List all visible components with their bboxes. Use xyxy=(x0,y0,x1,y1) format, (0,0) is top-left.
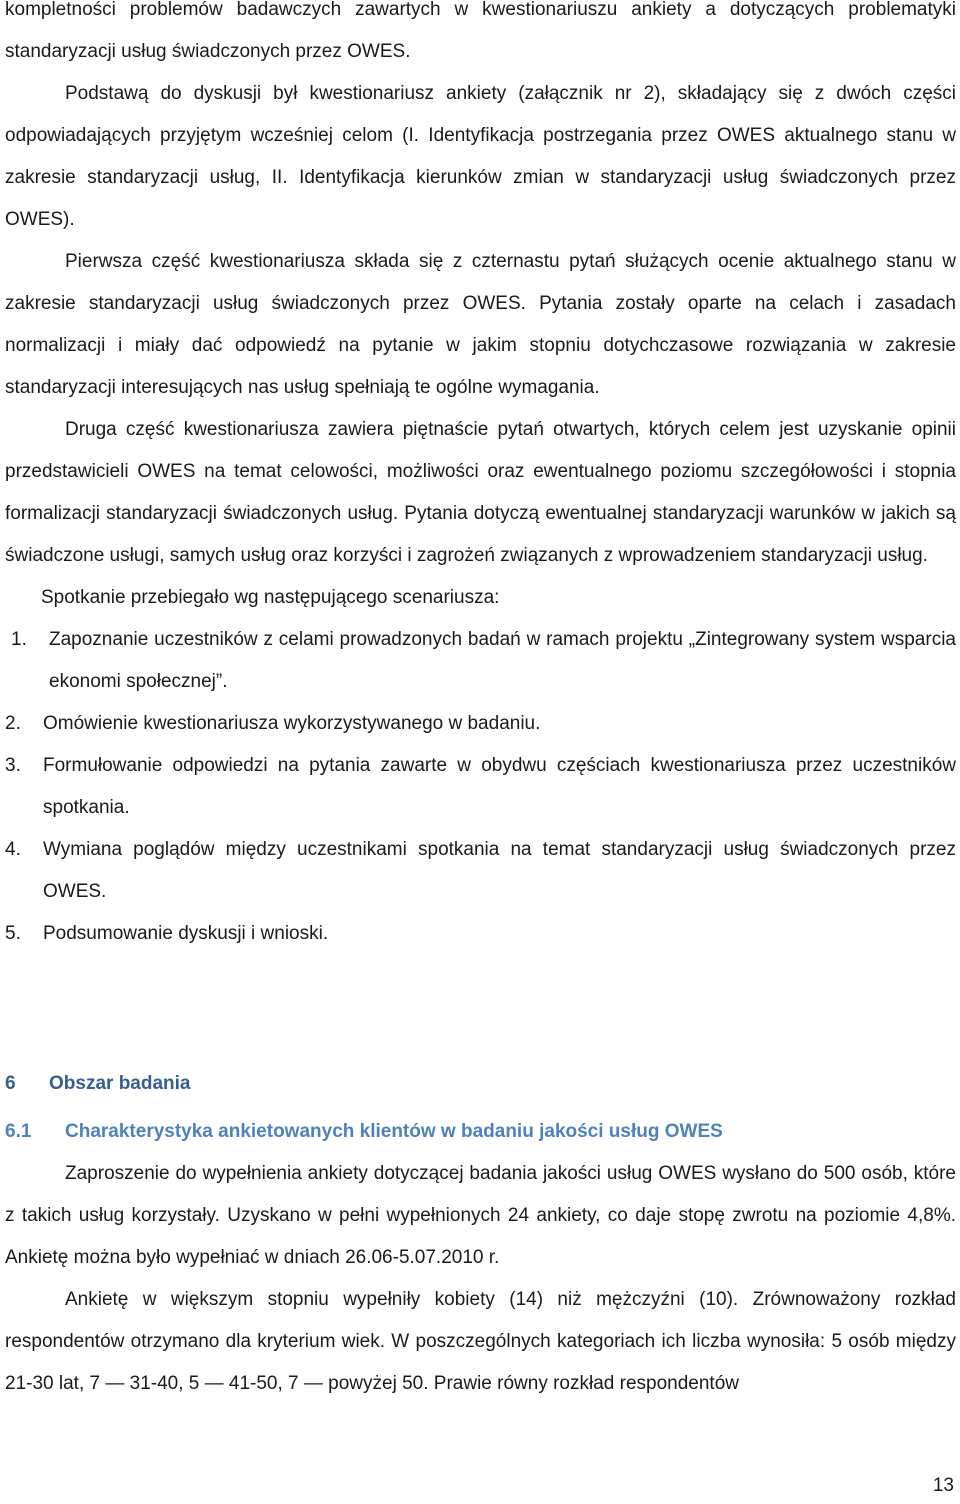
list-item-text: Omówienie kwestionariusza wykorzystywanego w badaniu. xyxy=(43,713,541,734)
subsection-number: 6.1 xyxy=(5,1121,32,1142)
paragraph-survey-invitation: Zaproszenie do wypełnienia ankiety dotyczącej badania jakości usług OWES wysłano do 500 osób, które z takich usług korzystały. Uzyskano w pełni wypełnionych 24 ankiety, co daje stopę zwrotu na poziomie 4,8%. Ankietę można było wypełniać w dniach 26.06-5.07.2010 r. xyxy=(5,1163,956,1268)
page-number: 13 xyxy=(932,1475,954,1496)
list-item xyxy=(5,913,956,955)
subsection-heading xyxy=(5,1111,956,1153)
section-spacer xyxy=(5,955,956,1063)
list-item-number: 2. xyxy=(5,713,21,734)
list-item-number: 1. xyxy=(11,629,27,650)
list-item-text: Wymiana poglądów między uczestnikami spotkania na temat standaryzacji usług świadczonych przez OWES. xyxy=(43,839,956,902)
list-item xyxy=(5,703,956,745)
section-title: Obszar badania xyxy=(49,1073,191,1094)
list-item xyxy=(5,619,956,703)
list-item-number: 3. xyxy=(5,755,21,776)
document-page xyxy=(5,0,956,1405)
list-item-number: 5. xyxy=(5,923,21,944)
section-number: 6 xyxy=(5,1073,16,1094)
subsection-title: Charakterystyka ankietowanych klientów w badaniu jakości usług OWES xyxy=(65,1121,723,1142)
section-heading xyxy=(5,1063,956,1105)
paragraph-intro-continuation: kompletności problemów badawczych zawartych w kwestionariuszu ankiety a dotyczących problematyki standaryzacji usług świadczonych przez OWES. xyxy=(5,0,956,62)
paragraph-discussion-basis: Podstawą do dyskusji był kwestionariusz ankiety (załącznik nr 2), składający się z dwóch części odpowiadających przyjętym wcześniej celom (I. Identyfikacja postrzegania przez OWES aktualnego stanu w zakresie standaryzacji usług, II. Identyfikacja kierunków zmian w standaryzacji usług świadczonych przez OWES). xyxy=(5,83,956,230)
list-item xyxy=(5,745,956,829)
paragraph-respondents: Ankietę w większym stopniu wypełniły kobiety (14) niż mężczyźni (10). Zrównoważony rozkład respondentów otrzymano dla kryterium wiek. W poszczególnych kategoriach ich liczba wynosiła: 5 osób między 21-30 lat, 7 — 31-40, 5 — 41-50, 7 — powyżej 50. Prawie równy rozkład respondentów xyxy=(5,1289,956,1394)
list-item xyxy=(5,829,956,913)
scenario-list xyxy=(5,619,956,955)
list-item-text: Podsumowanie dyskusji i wnioski. xyxy=(43,923,329,944)
paragraph-second-part: Druga część kwestionariusza zawiera piętnaście pytań otwartych, których celem jest uzyskanie opinii przedstawicieli OWES na temat celowości, możliwości oraz ewentualnego poziomu szczegółowości i stopnia formalizacji standaryzacji świadczonych usług. Pytania dotyczą ewentualnej standaryzacji warunków w jakich są świadczone usługi, samych usług oraz korzyści i zagrożeń związanych z wprowadzeniem standaryzacji usług. xyxy=(5,419,956,566)
paragraph-scenario-intro: Spotkanie przebiegało wg następującego scenariusza: xyxy=(41,587,500,608)
list-item-text: Zapoznanie uczestników z celami prowadzonych badań w ramach projektu „Zintegrowany system wsparcia ekonomi społecznej”. xyxy=(49,629,956,692)
list-item-number: 4. xyxy=(5,839,21,860)
paragraph-first-part: Pierwsza część kwestionariusza składa się z czternastu pytań służących ocenie aktualnego stanu w zakresie standaryzacji usług świadczonych przez OWES. Pytania zostały oparte na celach i zasadach normalizacji i miały dać odpowiedź na pytanie w jakim stopniu dotychczasowe rozwiązania w zakresie standaryzacji interesujących nas usług spełniają te ogólne wymagania. xyxy=(5,251,956,398)
list-item-text: Formułowanie odpowiedzi na pytania zawarte w obydwu częściach kwestionariusza przez uczestników spotkania. xyxy=(43,755,956,818)
